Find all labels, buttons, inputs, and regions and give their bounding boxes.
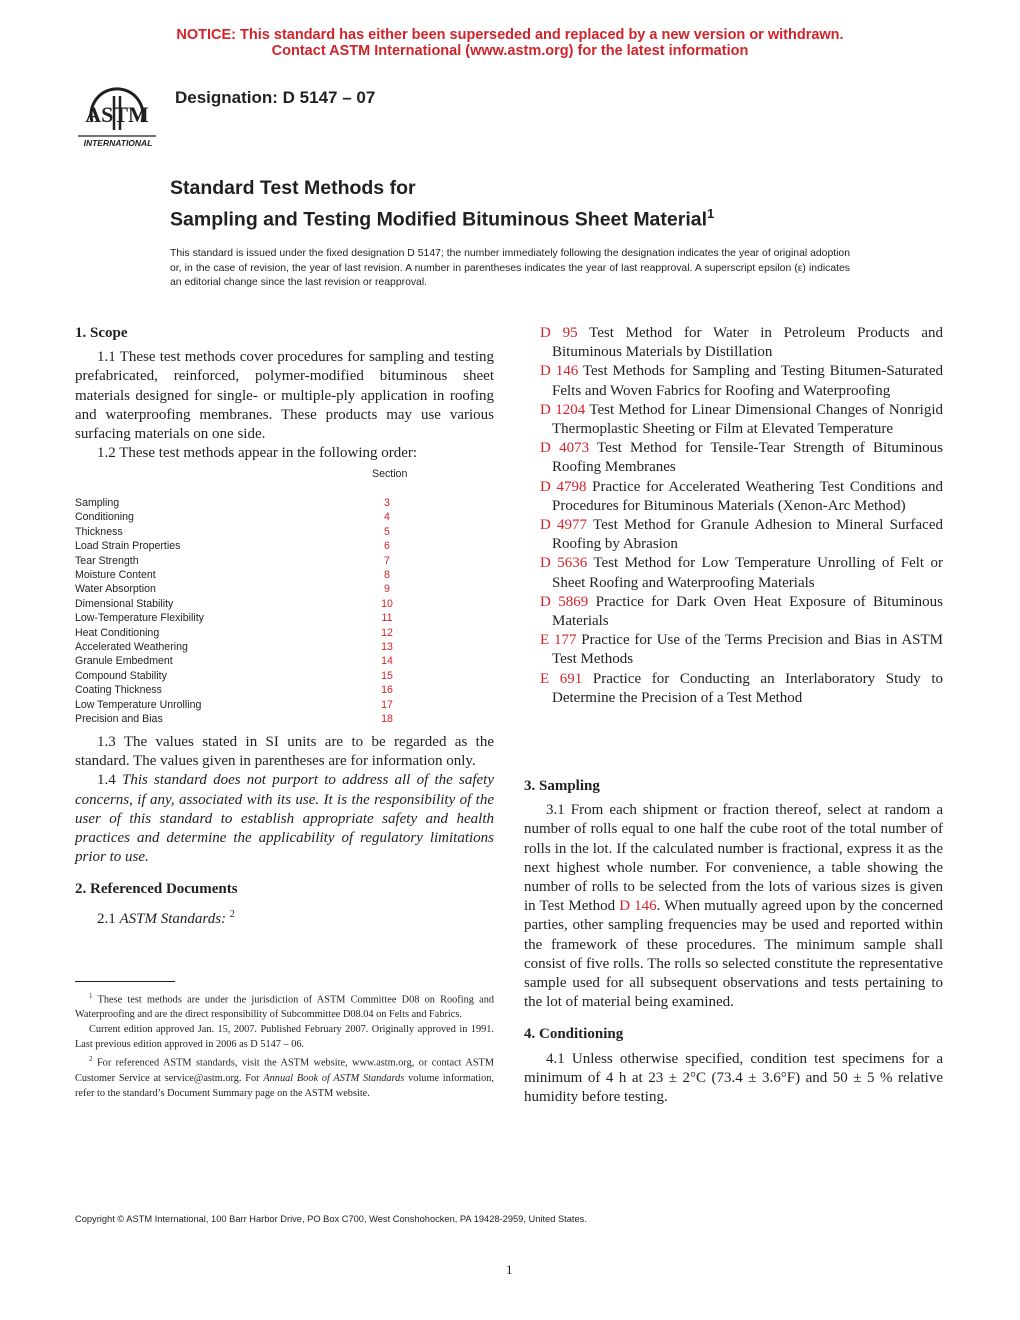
- section-link[interactable]: 3: [384, 497, 390, 509]
- footnote-2: $^2$ For referenced ASTM standards, visit the ASTM website, www.astm.org, or contact ASTM Customer Service at service@astm.org. For Annual Book of ASTM Standards volume information, refer to the standard’s Document Summary page on the ASTM website.: [75, 1055, 495, 1099]
- conditioning-heading: 4. Conditioning: [524, 1026, 624, 1043]
- footnote-1b: Current edition approved Jan. 15, 2007. Published February 2007. Originally approved in 1991. Last previous edition approved in 2006 as D 5147 – 06.: [75, 1024, 494, 1051]
- toc-row: Granule Embedment 14: [75, 655, 415, 669]
- reference-item: D 4977 Test Method for Granule Adhesion to Mineral Surfaced Roofing by Abrasion: [540, 517, 943, 553]
- scope-p4: 1.4 This standard does not purport to address all of the safety concerns, if any, associated with its use. It is the responsibility of the user of this standard to establish appropriate safety and health practices and determine the applicability of regulatory limitations prior to use.: [75, 772, 495, 866]
- toc-row: Water Absorption 9: [75, 583, 415, 597]
- sampling-heading: 3. Sampling: [524, 778, 600, 794]
- section-link[interactable]: 10: [381, 597, 393, 610]
- reference-item: E 691 Practice for Conducting an Interlaboratory Study to Determine the Precision of a Test Method: [540, 670, 943, 706]
- toc-row: Low-Temperature Flexibility 11: [75, 612, 415, 626]
- scope-continued: [75, 733, 494, 929]
- section-link[interactable]: 6: [384, 540, 390, 553]
- section-link[interactable]: 15: [381, 669, 393, 682]
- section-table-header: Section: [372, 468, 408, 480]
- section-link[interactable]: 8: [384, 569, 390, 581]
- reference-link[interactable]: D 5636: [540, 555, 588, 572]
- document-title: [170, 176, 714, 233]
- toc-row: Sampling 3: [75, 497, 415, 511]
- toc-row: Conditioning 4: [75, 511, 415, 525]
- reference-item: D 5869 Practice for Dark Oven Heat Exposure of Bituminous Materials: [540, 593, 944, 630]
- conditioning-p1: 4.1 Unless otherwise specified, condition test specimens for a minimum of 4 h at 23 ± 2°C (73.4 ± 3.6°F) and 50 ± 5 % relative humidity before testing.: [524, 1050, 943, 1106]
- toc-row: Dimensional Stability 10: [75, 598, 415, 612]
- section-link[interactable]: 7: [384, 554, 390, 567]
- reference-link[interactable]: E 177: [540, 632, 577, 649]
- title-line-1: Standard Test Methods for: [170, 177, 416, 199]
- section-link[interactable]: 4: [384, 511, 390, 524]
- toc-row: Coating Thickness 16: [75, 684, 415, 698]
- scope-p2: 1.2 These test methods appear in the following order:: [97, 445, 418, 462]
- toc-row: Low Temperature Unrolling 17: [75, 699, 415, 713]
- section-link[interactable]: 12: [381, 626, 393, 639]
- toc-row: Load Strain Properties 6: [75, 540, 415, 554]
- referenced-p1: 2.1 ASTM Standards: $^2$: [97, 908, 235, 927]
- referenced-heading: 2. Referenced Documents: [75, 881, 238, 898]
- reference-link[interactable]: D 146: [619, 898, 657, 915]
- toc-row: Compound Stability 15: [75, 670, 415, 684]
- footnotes: [75, 989, 494, 1101]
- reference-item: D 4073 Test Method for Tensile-Tear Strength of Bituminous Roofing Membranes: [540, 440, 943, 476]
- toc-row: Tear Strength 7: [75, 555, 415, 569]
- toc-row: Moisture Content 8: [75, 569, 415, 583]
- title-footnote-mark: 1: [707, 206, 715, 221]
- logo-letters: ASTM: [85, 102, 149, 127]
- logo-label: INTERNATIONAL: [83, 138, 153, 148]
- designation: Designation: D 5147 – 07: [175, 88, 376, 107]
- notice-line-1: NOTICE: This standard has either been superseded and replaced by a new version or withdrawn.: [176, 27, 844, 43]
- astm-logo: [74, 78, 160, 150]
- reference-item: E 177 Practice for Use of the Terms Precision and Bias in ASTM Test Methods: [540, 632, 944, 668]
- sampling-conditioning: [524, 777, 943, 1107]
- section-link[interactable]: 14: [381, 655, 393, 668]
- reference-item: D 146 Test Methods for Sampling and Testing Bitumen-Saturated Felts and Woven Fabrics for Roofing and Waterproofing: [540, 363, 943, 399]
- reference-item: D 1204 Test Method for Linear Dimensional Changes of Nonrigid Thermoplastic Sheeting or Film at Elevated Temperature: [540, 401, 943, 438]
- reference-link[interactable]: E 691: [540, 670, 583, 687]
- page-number: 1: [506, 1262, 513, 1277]
- intro-paragraph: This standard is issued under the fixed designation D 5147; the number immediately following the designation indicates the year of original adoption or, in the case of revision, the year of last revision. A number in parentheses indicates the year of last reapproval. A superscript epsilon (ε) indicates an editorial change since the last revision or reapproval.: [170, 248, 850, 288]
- toc-row: Heat Conditioning 12: [75, 627, 415, 641]
- scope-p3: 1.3 The values stated in SI units are to be regarded as the standard. The values given in parentheses are for information only.: [75, 734, 494, 770]
- scope-section: [75, 324, 494, 463]
- scope-p1: 1.1 These test methods cover procedures for sampling and testing prefabricated, reinforced, polymer-modified bituminous sheet materials designed for single- or multiple-ply application in roofing and waterproofing membranes. These products may use various surfacing materials on one side.: [75, 349, 494, 443]
- section-link[interactable]: 17: [381, 698, 393, 711]
- scope-heading: 1. Scope: [75, 325, 128, 341]
- section-link[interactable]: 18: [381, 713, 393, 725]
- toc-row: Thickness 5: [75, 526, 415, 540]
- reference-link[interactable]: D 5869: [540, 593, 589, 610]
- reference-link[interactable]: D 4073: [540, 440, 590, 457]
- sampling-p1: 3.1 From each shipment or fraction thereof, select at random a number of rolls equal to one half the cube root of the total number of rolls in the lot. If the calculated number is fractional, express it as the next highest whole number. For convenience, a table showing the number of rolls to be selected from the lots of various sizes is given in Test Method D 146. When mutually agreed upon by the concerned parties, other sampling frequencies may be used and reported within the framework of these procedures. The minimum sample shall consist of five rolls. The rolls so selected constitute the representative sample used for all subsequent observations and tests pertaining to the lot of material being examined.: [524, 802, 944, 1011]
- copyright: Copyright © ASTM International, 100 Barr Harbor Drive, PO Box C700, West Conshohocken, PA 19428-2959, United States.: [75, 1214, 587, 1224]
- reference-item: D 5636 Test Method for Low Temperature Unrolling of Felt or Sheet Roofing and Waterproofing Materials: [540, 555, 943, 591]
- withdrawal-notice: [0, 27, 1020, 59]
- reference-list: [540, 324, 943, 708]
- section-link[interactable]: 11: [381, 612, 393, 625]
- footnote-1: $^1$ These test methods are under the jurisdiction of ASTM Committee D08 on Roofing and Waterproofing and are the direct responsibility of Subcommittee D08.04 on Felts and Fabrics.: [75, 992, 495, 1021]
- title-line-2: Sampling and Testing Modified Bituminous Sheet Material$^1$: [170, 206, 715, 231]
- toc-row: Accelerated Weathering 13: [75, 641, 415, 655]
- reference-link[interactable]: D 1204: [540, 401, 586, 418]
- section-link[interactable]: 13: [381, 641, 393, 653]
- section-link[interactable]: 5: [384, 525, 390, 538]
- reference-link[interactable]: D 95: [540, 325, 578, 341]
- footnote-divider: [75, 981, 175, 982]
- reference-link[interactable]: D 146: [540, 363, 579, 380]
- toc-row: Precision and Bias 18: [75, 713, 415, 727]
- reference-link[interactable]: D 4798: [540, 478, 587, 495]
- section-link[interactable]: 9: [384, 583, 390, 596]
- reference-item: D 4798 Practice for Accelerated Weathering Test Conditions and Procedures for Bituminous Materials (Xenon-Arc Method): [540, 478, 943, 514]
- notice-line-2: Contact ASTM International (www.astm.org) for the latest information: [271, 43, 749, 59]
- section-link[interactable]: 16: [381, 684, 393, 697]
- reference-item: D 95 Test Method for Water in Petroleum Products and Bituminous Materials by Distillation: [540, 325, 943, 361]
- reference-link[interactable]: D 4977: [540, 517, 588, 534]
